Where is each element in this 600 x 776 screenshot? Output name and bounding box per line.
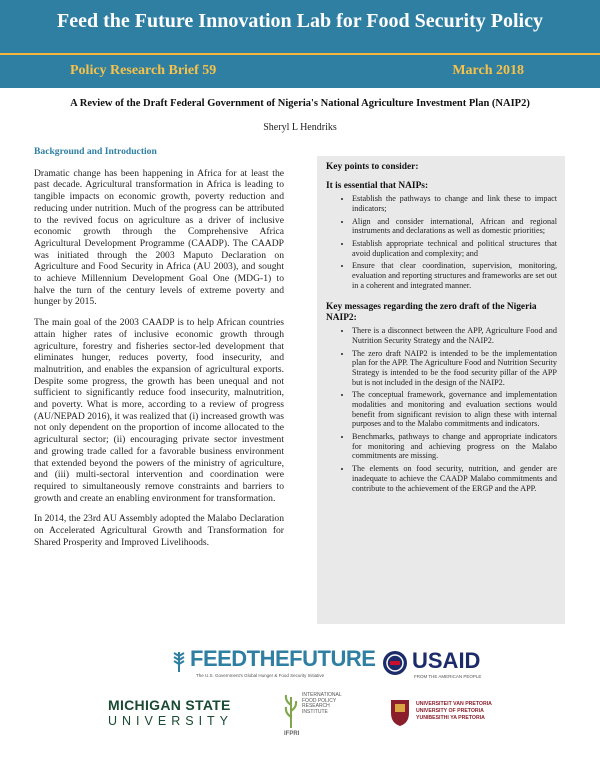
pretoria-line: UNIVERSITEIT VAN PRETORIA	[416, 701, 492, 707]
msu-wordmark-top: MICHIGAN STATE	[108, 697, 231, 713]
feed-the-future-logo	[170, 646, 376, 682]
pretoria-line: UNIVERSITY OF PRETORIA	[416, 707, 484, 714]
usaid-tagline: FROM THE AMERICAN PEOPLE	[414, 674, 482, 679]
list-item: • Benchmarks, pathways to change and appropriate indicators for monitoring and achieving progress on the Malabo commitments are missing.	[352, 432, 557, 461]
ifpri-text: INTERNATIONAL FOOD POLICY RESEARCH INSTITUTE	[302, 692, 342, 715]
list-item: • The zero draft NAIP2 is intended to be the implementation plan for the APP. The Agriculture Food and Nutrition Security Strategy is intended to be the food security pillar of the APP but is not included in the design of the NAIP2.	[352, 349, 557, 388]
header-divider	[0, 53, 600, 55]
ifpri-leaf-icon	[282, 693, 300, 729]
paragraph: Dramatic change has been happening in Africa for at least the past decade. Agricultural transformation in Africa is leading to tangible impacts on economic growth, poverty reduction and reducing under nutrition. Much of the progress can be attributed to the revived focus on agriculture as a driver of inclusive economic growth through the Comprehensive Africa Agricultural Development Programme (CAADP). The CAADP was initiated through the 2003 Maputo Declaration on Agriculture and Food Security in Africa (AU 2003), and sought to achieve Millennium Development Goal One (MDG-1) to halve the turn of the century levels of extreme poverty and hunger by 2015.	[34, 167, 284, 308]
list-item: • Establish appropriate technical and political structures that avoid duplication and complexity; and	[352, 239, 557, 258]
header-title: Feed the Future Innovation Lab for Food Security Policy	[57, 10, 543, 32]
ftf-tagline: The U.S. Government's Global Hunger & Food Security Initiative	[196, 673, 325, 678]
pretoria-logo	[388, 697, 508, 729]
list-item: • Align and consider international, African and regional instruments and declarations as well as domestic priorities;	[352, 217, 557, 236]
naip-essentials-heading: It is essential that NAIPs:	[326, 181, 429, 192]
brief-date: March 2018	[452, 63, 524, 78]
ifpri-abbr: IFPRI	[284, 731, 300, 737]
author: Sheryl L Hendriks	[263, 122, 337, 133]
key-messages-list	[326, 326, 557, 493]
header-banner	[0, 0, 600, 88]
wheat-icon	[170, 650, 188, 674]
pretoria-text	[416, 701, 492, 721]
paragraph: In 2014, the 23rd AU Assembly adopted the Malabo Declaration on Accelerated Agricultural Growth and Transformation for Shared Prosperity and Improved Livelihoods.	[34, 513, 284, 548]
key-messages-heading: Key messages regarding the zero draft of the Nigeria NAIP2:	[326, 302, 537, 324]
list-item: • The elements on food security, nutrition, and gender are inadequate to achieve the CAADP Malabo commitments and contribute to the achievement of the ERGP and the APP.	[352, 464, 557, 493]
list-item: • There is a disconnect between the APP, Agriculture Food and Nutrition Security Strategy and the NAIP2.	[352, 326, 557, 345]
background-section	[34, 146, 284, 558]
usaid-logo	[382, 648, 512, 682]
ifpri-logo	[282, 693, 352, 737]
usaid-seal-icon	[382, 650, 408, 676]
list-item: • Ensure that clear coordination, supervision, monitoring, evaluation and reporting structures and frameworks are set out in a coherent and integrated manner.	[352, 261, 557, 290]
list-item: • Establish the pathways to change and link these to impact indicators;	[352, 194, 557, 213]
pretoria-crest-icon	[388, 697, 412, 727]
brief-number: Policy Research Brief 59	[70, 63, 217, 78]
pretoria-line: YUNIBESITHI YA PRETORIA	[416, 714, 485, 721]
document-title: A Review of the Draft Federal Government of Nigeria's National Agriculture Investment Plan (NAIP2)	[70, 98, 530, 109]
paragraph: The main goal of the 2003 CAADP is to help African countries attain higher rates of inclusive economic growth through agriculture, forestry and fisheries sector-led development that eliminates hunger, reduces poverty, food insecurity, and malnutrition, and enables the expansion of agricultural exports. Despite some progress, the growth has been unequal and not sufficient to significantly reduce food insecurity, malnutrition, and poverty. What is more, according to a review of progress (AU/NEPAD 2016), it was realized that (i) increased growth was not only dependent on the proportion of income allocated to the agricultural sector; (ii) encouraging private sector investment and growing trade called for a favorable business environment that extended beyond the powers of the ministry of agriculture, and (iii) multi-sectoral intervention and coordination were required to simultaneously remove constraints and barriers to growth and create an enabling environment for transformation.	[34, 317, 284, 504]
key-points-box	[317, 156, 565, 624]
background-heading: Background and Introduction	[34, 146, 157, 157]
msu-wordmark-bottom: UNIVERSITY	[108, 714, 234, 728]
list-item: • The conceptual framework, governance and implementation modalities and monitoring and evaluation sections would benefit from significant revision to align these with internal purposes and to the Malabo commitments and indicators.	[352, 390, 557, 429]
key-points-heading: Key points to consider:	[326, 162, 419, 172]
ftf-wordmark: FEEDTHEFUTURE	[190, 646, 376, 671]
usaid-wordmark: USAID	[412, 648, 481, 673]
naip-essentials-list	[326, 194, 557, 290]
msu-logo	[108, 697, 253, 731]
